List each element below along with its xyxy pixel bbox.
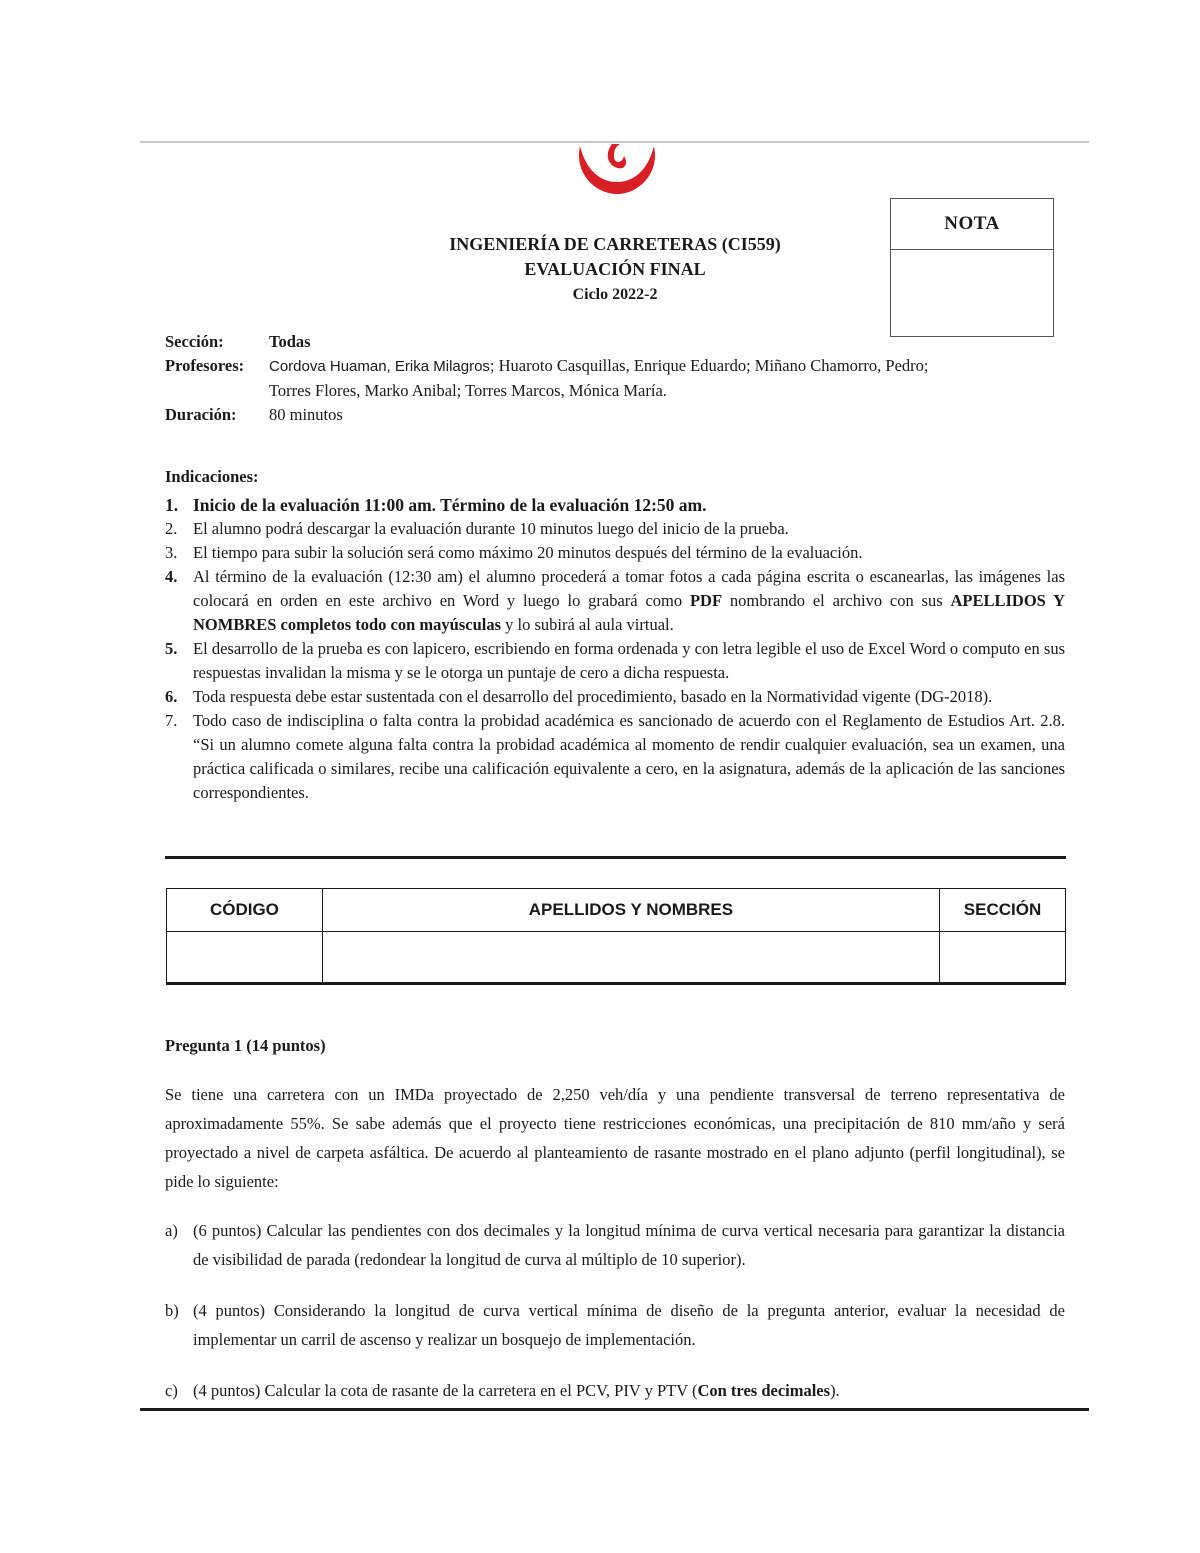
- professors-value: [269, 354, 1075, 403]
- item-number: 5.: [165, 639, 178, 658]
- table-header-row: [167, 889, 1066, 932]
- question-1: [165, 1031, 1065, 1427]
- item-text: El tiempo para subir la solución será como máximo 20 minutos después del término de la evaluación.: [193, 543, 863, 562]
- item-text: [193, 565, 1065, 637]
- item-text-part: ).: [830, 1381, 840, 1400]
- item-text: El alumno podrá descargar la evaluación durante 10 minutos luego del inicio de la prueba.: [193, 519, 789, 538]
- item-text-bold: PDF: [689, 591, 723, 610]
- item-text: Todo caso de indisciplina o falta contra la probidad académica es sancionado de acuerdo con el Reglamento de Estudios Art. 2.8. “Si un alumno comete alguna falta contra la probidad académica al momento de rendir cualquier evaluación, sea un examen, una práctica calificada o similares, recibe una calificación equivalente a cero, en la asignatura, además de la aplicación de las sanciones correspondientes.: [193, 711, 1065, 802]
- list-item: [165, 565, 1065, 637]
- professors-rest: ; Torres Marcos, Mónica María.: [456, 381, 667, 400]
- nota-box: [890, 198, 1054, 337]
- top-rule: [140, 141, 1089, 143]
- professor-name: Torres Flores, Marko Anibal: [269, 381, 457, 400]
- nota-label: NOTA: [891, 199, 1053, 250]
- list-item: [165, 709, 1065, 805]
- question-body: Se tiene una carretera con un IMDa proyectado de 2,250 veh/día y una pendiente transversal de terreno representativa de aproximadamente 55%. Se sabe además que el proyecto tiene restricciones económicas, una precipitación de 810 mm/año y será proyectado a nivel de carpeta asfáltica. De acuerdo al planteamiento de rasante mostrado en el plano adjunto (perfil longitudinal), se pide lo siguiente:: [165, 1085, 1065, 1191]
- course-title: INGENIERÍA DE CARRETERAS (CI559): [449, 234, 781, 254]
- item-number: 6.: [165, 687, 178, 706]
- list-item: [165, 1296, 1065, 1354]
- item-number: 7.: [165, 711, 178, 730]
- table-row: [167, 932, 1066, 984]
- item-text-part: (4 puntos) Calcular la cota de rasante de la carretera en el PCV, PIV y PTV (: [193, 1381, 698, 1400]
- item-text: (4 puntos) Considerando la longitud de curva vertical mínima de diseño de la pregunta anterior, evaluar la necesidad de implementar un carril de ascenso y realizar un bosquejo de implementación.: [193, 1301, 1065, 1349]
- duration-key: Duración:: [165, 405, 237, 424]
- nombres-field[interactable]: [322, 932, 939, 984]
- item-text-part: nombrando el archivo con sus: [722, 591, 951, 610]
- professors-key: Profesores:: [165, 356, 245, 375]
- duration-row: [165, 403, 1075, 427]
- codigo-field[interactable]: [167, 932, 323, 984]
- item-number: 1.: [165, 495, 179, 515]
- exam-title: EVALUACIÓN FINAL: [524, 259, 706, 279]
- student-info-table: [166, 888, 1066, 985]
- list-item: [165, 1216, 1065, 1274]
- column-header-nombres: APELLIDOS Y NOMBRES: [322, 889, 939, 932]
- column-header-seccion: SECCIÓN: [940, 889, 1066, 932]
- item-text: [193, 1376, 1065, 1405]
- list-item: [165, 493, 1065, 517]
- item-text: El desarrollo de la prueba es con lapicero, escribiendo en forma ordenada y con letra legible el uso de Excel Word o computo en sus respuestas invalidan la misma y se le otorga un puntaje de cero a dicha respuesta.: [193, 639, 1065, 682]
- item-letter: b): [165, 1301, 179, 1320]
- duration-value: 80 minutos: [269, 405, 343, 424]
- list-item: [165, 541, 1065, 565]
- column-header-codigo: CÓDIGO: [167, 889, 323, 932]
- professor-name: Cordova Huaman, Erika Milagros: [269, 358, 490, 375]
- professors-row: [165, 354, 1075, 403]
- exam-header: [330, 232, 900, 307]
- list-item: [165, 685, 1065, 709]
- item-number: 4.: [165, 567, 178, 586]
- question-title: Pregunta 1 (14 puntos): [165, 1036, 326, 1055]
- item-text: (6 puntos) Calcular las pendientes con dos decimales y la longitud mínima de curva vertical necesaria para garantizar la distancia de visibilidad de parada (redondear la longitud de curva al múltiplo de 10 superior).: [193, 1221, 1065, 1269]
- exam-meta: [165, 330, 1075, 427]
- section-row: [165, 330, 1075, 354]
- professors-rest: ; Huaroto Casquillas, Enrique Eduardo; Miñano Chamorro, Pedro;: [489, 356, 929, 375]
- section-value: Todas: [269, 332, 311, 351]
- item-text-bold: APELLIDOS Y NOMBRES completos todo con mayúsculas: [193, 591, 1065, 634]
- indicaciones: [165, 465, 1065, 805]
- seccion-field[interactable]: [940, 932, 1066, 984]
- item-text: Inicio de la evaluación 11:00 am. Término de la evaluación 12:50 am.: [193, 495, 707, 515]
- item-number: 3.: [165, 543, 178, 562]
- upc-logo-icon: [574, 144, 660, 196]
- item-text: Toda respuesta debe estar sustentada con el desarrollo del procedimiento, basado en la Normatividad vigente (DG-2018).: [193, 687, 993, 706]
- item-number: 2.: [165, 519, 178, 538]
- list-item: [165, 637, 1065, 685]
- bottom-rule: [140, 1408, 1089, 1411]
- item-text-part: Al término de la evaluación (12:30 am) el alumno procederá a tomar fotos a cada página escrita o escanearlas, las imágenes las colocará en orden en este archivo en Word y luego lo grabará como: [193, 567, 1065, 610]
- item-text-part: y lo subirá al aula virtual.: [501, 615, 674, 634]
- indicaciones-list: [165, 493, 1065, 805]
- list-item: [165, 1376, 1065, 1405]
- item-letter: c): [165, 1381, 178, 1400]
- section-key: Sección:: [165, 332, 224, 351]
- indicaciones-heading: Indicaciones:: [165, 467, 259, 486]
- item-text-bold: Con tres decimales: [697, 1381, 831, 1400]
- list-item: [165, 517, 1065, 541]
- item-letter: a): [165, 1221, 178, 1240]
- cycle-label: Ciclo 2022-2: [572, 286, 658, 303]
- section-divider: [165, 856, 1066, 859]
